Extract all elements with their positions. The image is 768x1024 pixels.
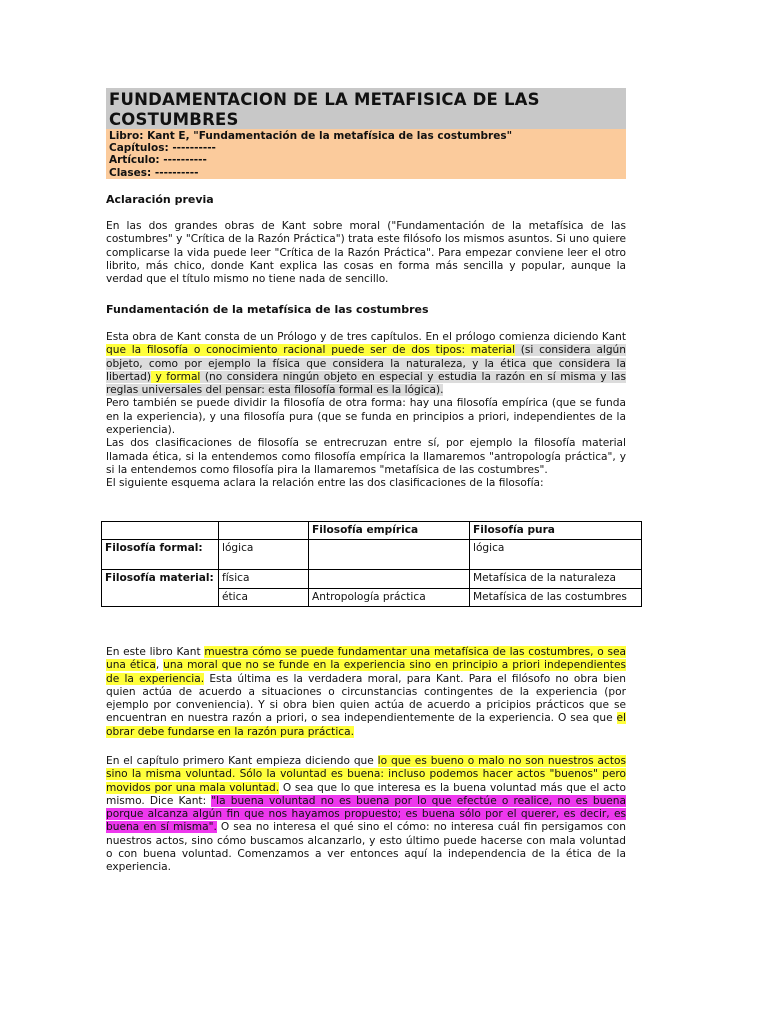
text-run: El siguiente esquema aclara la relación entre las dos clasificaciones de la filosofía: — [106, 477, 544, 490]
highlighted-text: (si considera algún objeto, como por ejemplo la física que considera la naturaleza, y la ética que considera la libertad) — [106, 344, 626, 383]
table-cell: lógica — [470, 540, 642, 570]
table-cell: lógica — [219, 540, 309, 570]
meta-label: Artículo: — [109, 154, 160, 167]
highlighted-text: el obrar debe fundarse en la razón pura práctica. — [106, 712, 626, 738]
meta-value: ---------- — [163, 154, 207, 167]
table-header-row — [102, 522, 642, 540]
table-cell — [309, 570, 470, 588]
meta-value: ---------- — [154, 166, 199, 179]
table-row — [102, 540, 642, 570]
table-cell — [219, 522, 309, 540]
table-row-label: Filosofía formal: — [102, 540, 219, 570]
document-metadata — [106, 129, 626, 179]
section-heading-aclaracion: Aclaración previa — [106, 193, 214, 206]
highlighted-text: muestra cómo se puede fundamentar una metafísica de las costumbres, o sea una ética — [106, 646, 626, 672]
meta-classes — [109, 167, 623, 179]
paragraph-prologo — [106, 331, 626, 491]
text-run: O sea no interesa el qué sino el cómo: no interesa cuál fin persigamos con nuestros actos, sino cómo buscamos alcanzarlo, y esto último puede hacerse con mala voluntad o con buena voluntad. Comenzamos a ver entonces aquí la independencia de la ética de la experiencia. — [106, 821, 626, 874]
text-run: Pero también se puede dividir la filosofía de otra forma: hay una filosofía empírica (que se funda en la experiencia), y una filosofía pura (que se funda en principios a priori, independientes de la experiencia). — [106, 397, 626, 437]
text-run: , — [155, 659, 164, 672]
text-run: En el capítulo primero Kant empieza diciendo que — [106, 755, 378, 767]
meta-book — [109, 130, 623, 142]
meta-chapters — [109, 142, 623, 154]
table-cell: ética — [219, 588, 309, 606]
text-run: O sea que lo que interesa es la buena voluntad más que el acto mismo. Dice Kant: — [106, 781, 626, 807]
meta-article — [109, 154, 623, 166]
meta-label: Libro: — [109, 130, 144, 142]
highlighted-text: lo que es bueno o malo no son nuestros actos sino la misma voluntad. Sólo la voluntad es buena: incluso podemos hacer actos "buenos" pero movidos por una mala voluntad. — [106, 755, 626, 794]
philosophy-scheme-table — [101, 521, 642, 607]
table-row-label: Filosofía material: — [102, 570, 219, 607]
text-run: Las dos clasificaciones de filosofía se entrecruzan entre sí, por ejemplo la filosofía material llamada ética, si la entendemos como filosofía empírica la llamaremos "antropología práctica", y si la entendemos como filosofía pira la llamaremos "metafísica de las costumbres". — [106, 437, 626, 476]
paragraph-kant-ethics — [106, 646, 626, 739]
table-cell — [309, 540, 470, 570]
table-cell: Metafísica de la naturaleza — [470, 570, 642, 588]
meta-value: Kant E, "Fundamentación de la metafísica de las costumbres" — [147, 130, 513, 142]
text-run: Esta obra de Kant consta de un Prólogo y de tres capítulos. En el prólogo comienza diciendo Kant — [106, 331, 626, 343]
document-title: FUNDAMENTACION DE LA METAFISICA DE LAS COSTUMBRES — [106, 88, 626, 131]
meta-label: Clases: — [109, 166, 152, 179]
table-cell: Metafísica de las costumbres — [470, 588, 642, 606]
table-row — [102, 570, 642, 588]
paragraph-aclaracion: En las dos grandes obras de Kant sobre moral ("Fundamentación de la metafísica de las costumbres" y "Crítica de la Razón Práctica") trata este filósofo los mismos asuntos. Si uno quiere complicarse la vida puede leer "Crítica de la Razón Práctica". Para empezar conviene leer el otro librito, más chico, donde Kant explica las cosas en forma más sencilla y popular, aunque la verdad que el título mismo no tiene nada de sencillo. — [106, 220, 626, 286]
highlighted-text: (no considera ningún objeto en especial y estudia la razón en sí misma y las reglas universales del pensar: esta filosofía formal es la lógica). — [106, 370, 627, 397]
table-header-cell: Filosofía pura — [470, 522, 642, 540]
table-cell — [102, 522, 219, 540]
text-run: Esta última es la verdadera moral, para Kant. Para el filósofo no obra bien quien actúa de acuerdo a situaciones o circunstancias contingentes de la experiencia (por ejemplo por conveniencia). Y si obra bien quien actúa de acuerdo a pricipios prácticos que se encuentran en nuestra razón a priori, o sea independientemente de la experiencia. O sea que — [106, 672, 627, 725]
text-run: En este libro Kant — [106, 646, 205, 658]
section-heading-fundamentacion: Fundamentación de la metafísica de las costumbres — [106, 303, 429, 316]
table-cell: física — [219, 570, 309, 588]
highlighted-text: y formal — [151, 370, 201, 383]
highlighted-text: una moral que no se funde en la experiencia sino en principio a priori independientes de la experiencia. — [106, 659, 626, 685]
highlighted-text: que la filosofía o conocimiento racional puede ser de dos tipos: material — [106, 344, 516, 357]
meta-label: Capítulos: — [109, 142, 169, 155]
meta-value: ---------- — [172, 142, 216, 155]
paragraph-good-will — [106, 755, 626, 875]
highlighted-quote: "la buena voluntad no es buena por lo que efectúe o realice, no es buena porque alcanza algún fin que nos hayamos propuesto; es buena sólo por el querer, es decir, es buena en sí misma". — [106, 794, 627, 834]
table-cell: Antropología práctica — [309, 588, 470, 606]
table-header-cell: Filosofía empírica — [309, 522, 470, 540]
